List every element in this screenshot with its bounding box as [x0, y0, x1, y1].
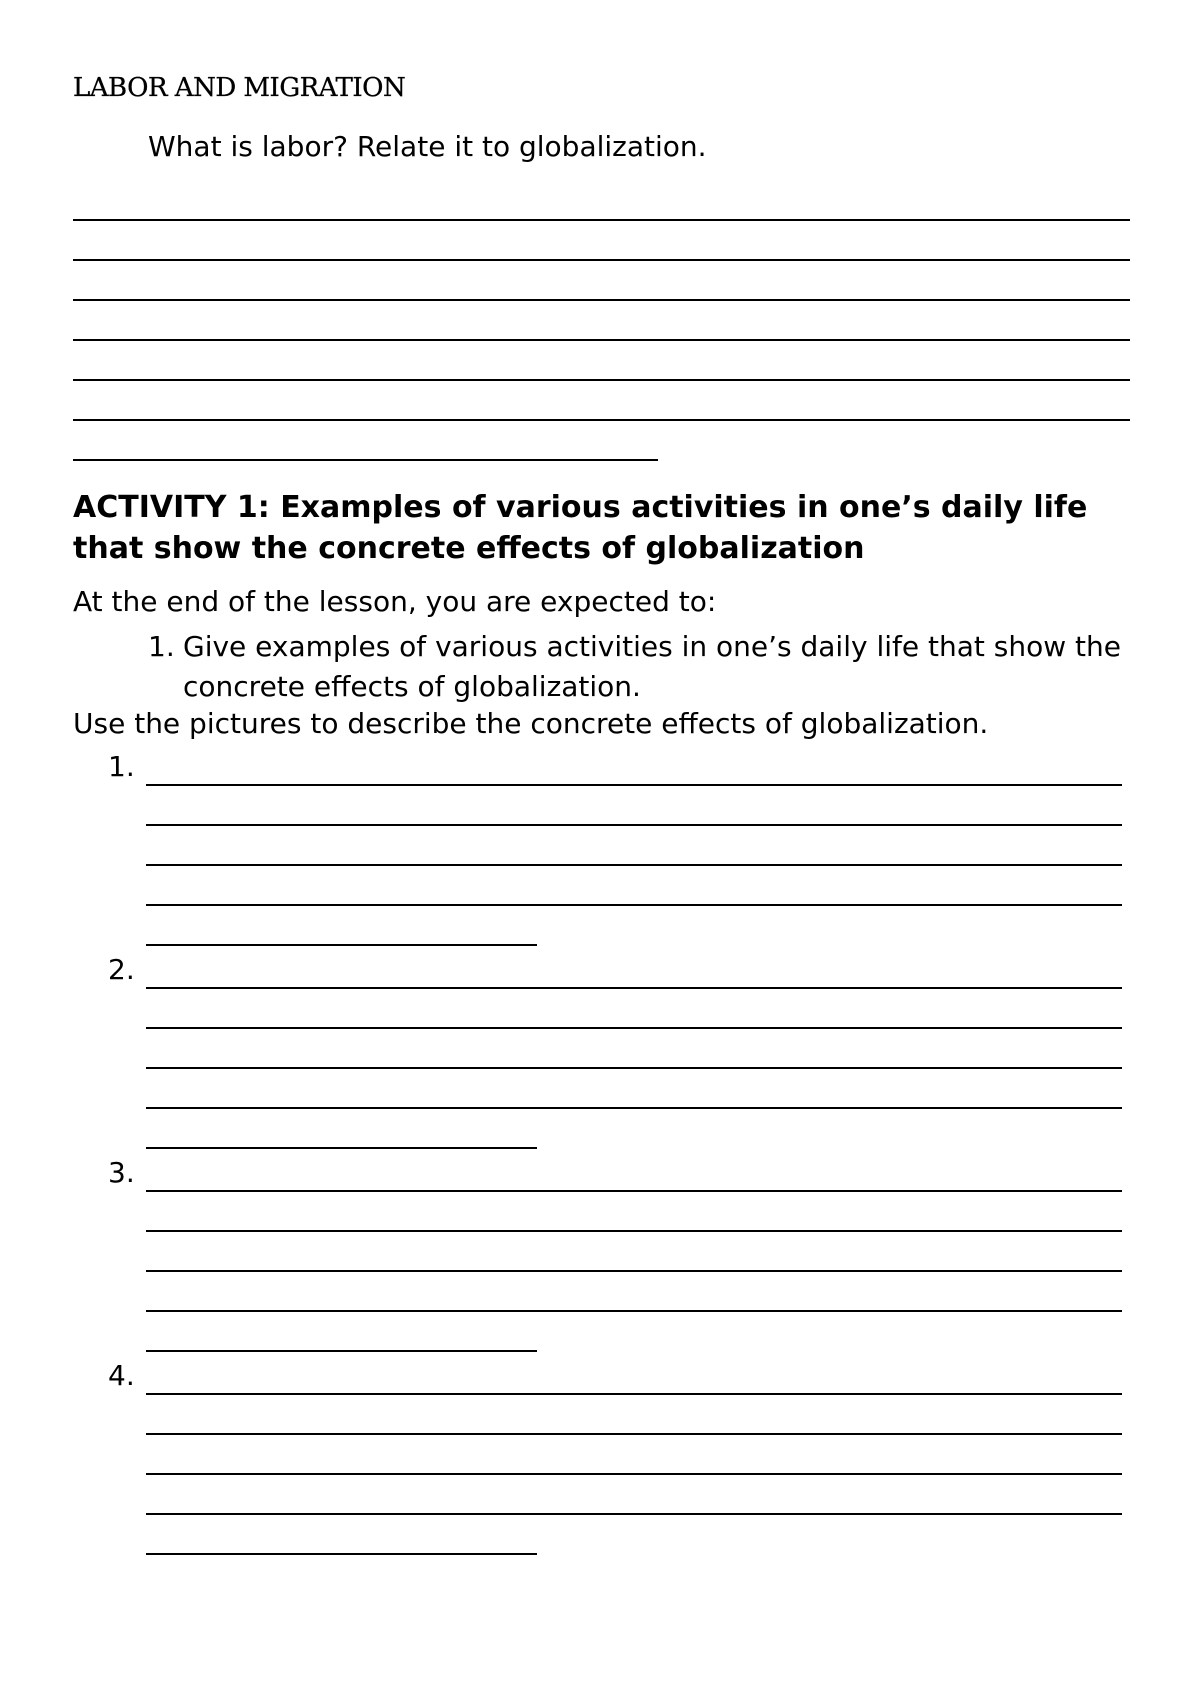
answer-line[interactable]	[73, 379, 1130, 381]
question-prompt: What is labor? Relate it to globalization.	[148, 130, 707, 163]
item-number: 4.	[108, 1359, 135, 1392]
answer-line[interactable]	[146, 1473, 1122, 1475]
answer-line[interactable]	[146, 824, 1122, 826]
item-number: 3.	[108, 1156, 135, 1189]
answer-line[interactable]	[73, 339, 1130, 341]
answer-line[interactable]	[146, 1310, 1122, 1312]
item-number: 1.	[108, 750, 135, 783]
answer-line[interactable]	[146, 1230, 1122, 1232]
answer-line[interactable]	[146, 1067, 1122, 1069]
answer-line[interactable]	[146, 1553, 537, 1555]
objective-number: 1.	[148, 630, 175, 663]
answer-line[interactable]	[73, 259, 1130, 261]
answer-line[interactable]	[73, 419, 1130, 421]
answer-line[interactable]	[146, 944, 537, 946]
answer-line[interactable]	[146, 1350, 537, 1352]
answer-line[interactable]	[146, 987, 1122, 989]
answer-line[interactable]	[146, 1147, 537, 1149]
answer-line[interactable]	[146, 1190, 1122, 1192]
answer-line[interactable]	[146, 784, 1122, 786]
activity-intro: At the end of the lesson, you are expected to:	[73, 585, 717, 618]
answer-line[interactable]	[146, 1107, 1122, 1109]
answer-line[interactable]	[73, 219, 1130, 221]
item-number: 2.	[108, 953, 135, 986]
answer-line[interactable]	[73, 459, 658, 461]
objective-text: Give examples of various activities in one’s daily life that show the concrete effects of globalization.	[183, 630, 1121, 703]
activity-instruction: Use the pictures to describe the concrete effects of globalization.	[73, 707, 989, 740]
answer-line[interactable]	[146, 1393, 1122, 1395]
answer-line[interactable]	[146, 1027, 1122, 1029]
answer-line[interactable]	[73, 299, 1130, 301]
answer-line[interactable]	[146, 864, 1122, 866]
activity-title: ACTIVITY 1: Examples of various activities in one’s daily life that show the concrete effects of globalization	[73, 490, 1088, 566]
answer-line[interactable]	[146, 1433, 1122, 1435]
answer-line[interactable]	[146, 904, 1122, 906]
answer-line[interactable]	[146, 1270, 1122, 1272]
section-title: LABOR AND MIGRATION	[73, 73, 406, 103]
answer-line[interactable]	[146, 1513, 1122, 1515]
